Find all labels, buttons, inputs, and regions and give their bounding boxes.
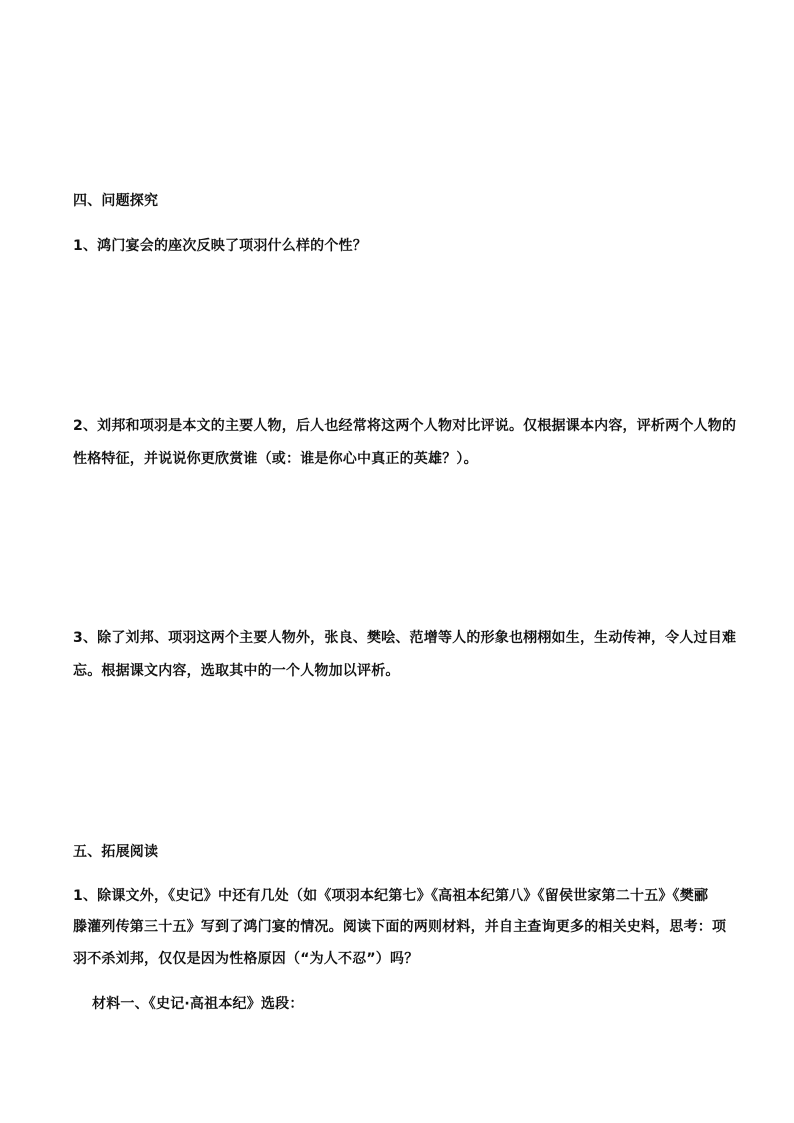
question-1: 1、鸿门宴会的座次反映了项羽什么样的个性？	[73, 238, 367, 254]
reading-question-1-line-3: 羽不杀刘邦，仅仅是因为性格原因（“为人不忍”）吗？	[73, 951, 419, 967]
question-2-line-2: 性格特征，并说说你更欣赏谁（或：谁是你心中真正的英雄？）。	[73, 451, 478, 467]
question-2-line-1: 2、刘邦和项羽是本文的主要人物，后人也经常将这两个人物对比评说。仅根据课本内容，评析两个人物的	[73, 418, 737, 434]
material-1-heading: 材料一、《史记·高祖本纪》选段：	[92, 996, 304, 1012]
section-heading-5: 五、拓展阅读	[73, 844, 159, 860]
question-3-line-1: 3、除了刘邦、项羽这两个主要人物外，张良、樊哙、范增等人的形象也栩栩如生，生动传神，令人过目难	[73, 630, 737, 646]
question-3-line-2: 忘。根据课文内容，选取其中的一个人物加以评析。	[73, 663, 400, 679]
section-heading-4: 四、问题探究	[73, 193, 159, 209]
reading-question-1-line-2: 滕灌列传第三十五》写到了鸿门宴的情况。阅读下面的两则材料，并自主查询更多的相关史料，思考：项	[73, 919, 727, 935]
reading-question-1-line-1: 1、除课文外，《史记》中还有几处（如《项羽本纪第七》《高祖本纪第八》《留侯世家第二十五》《樊郦	[73, 888, 709, 904]
